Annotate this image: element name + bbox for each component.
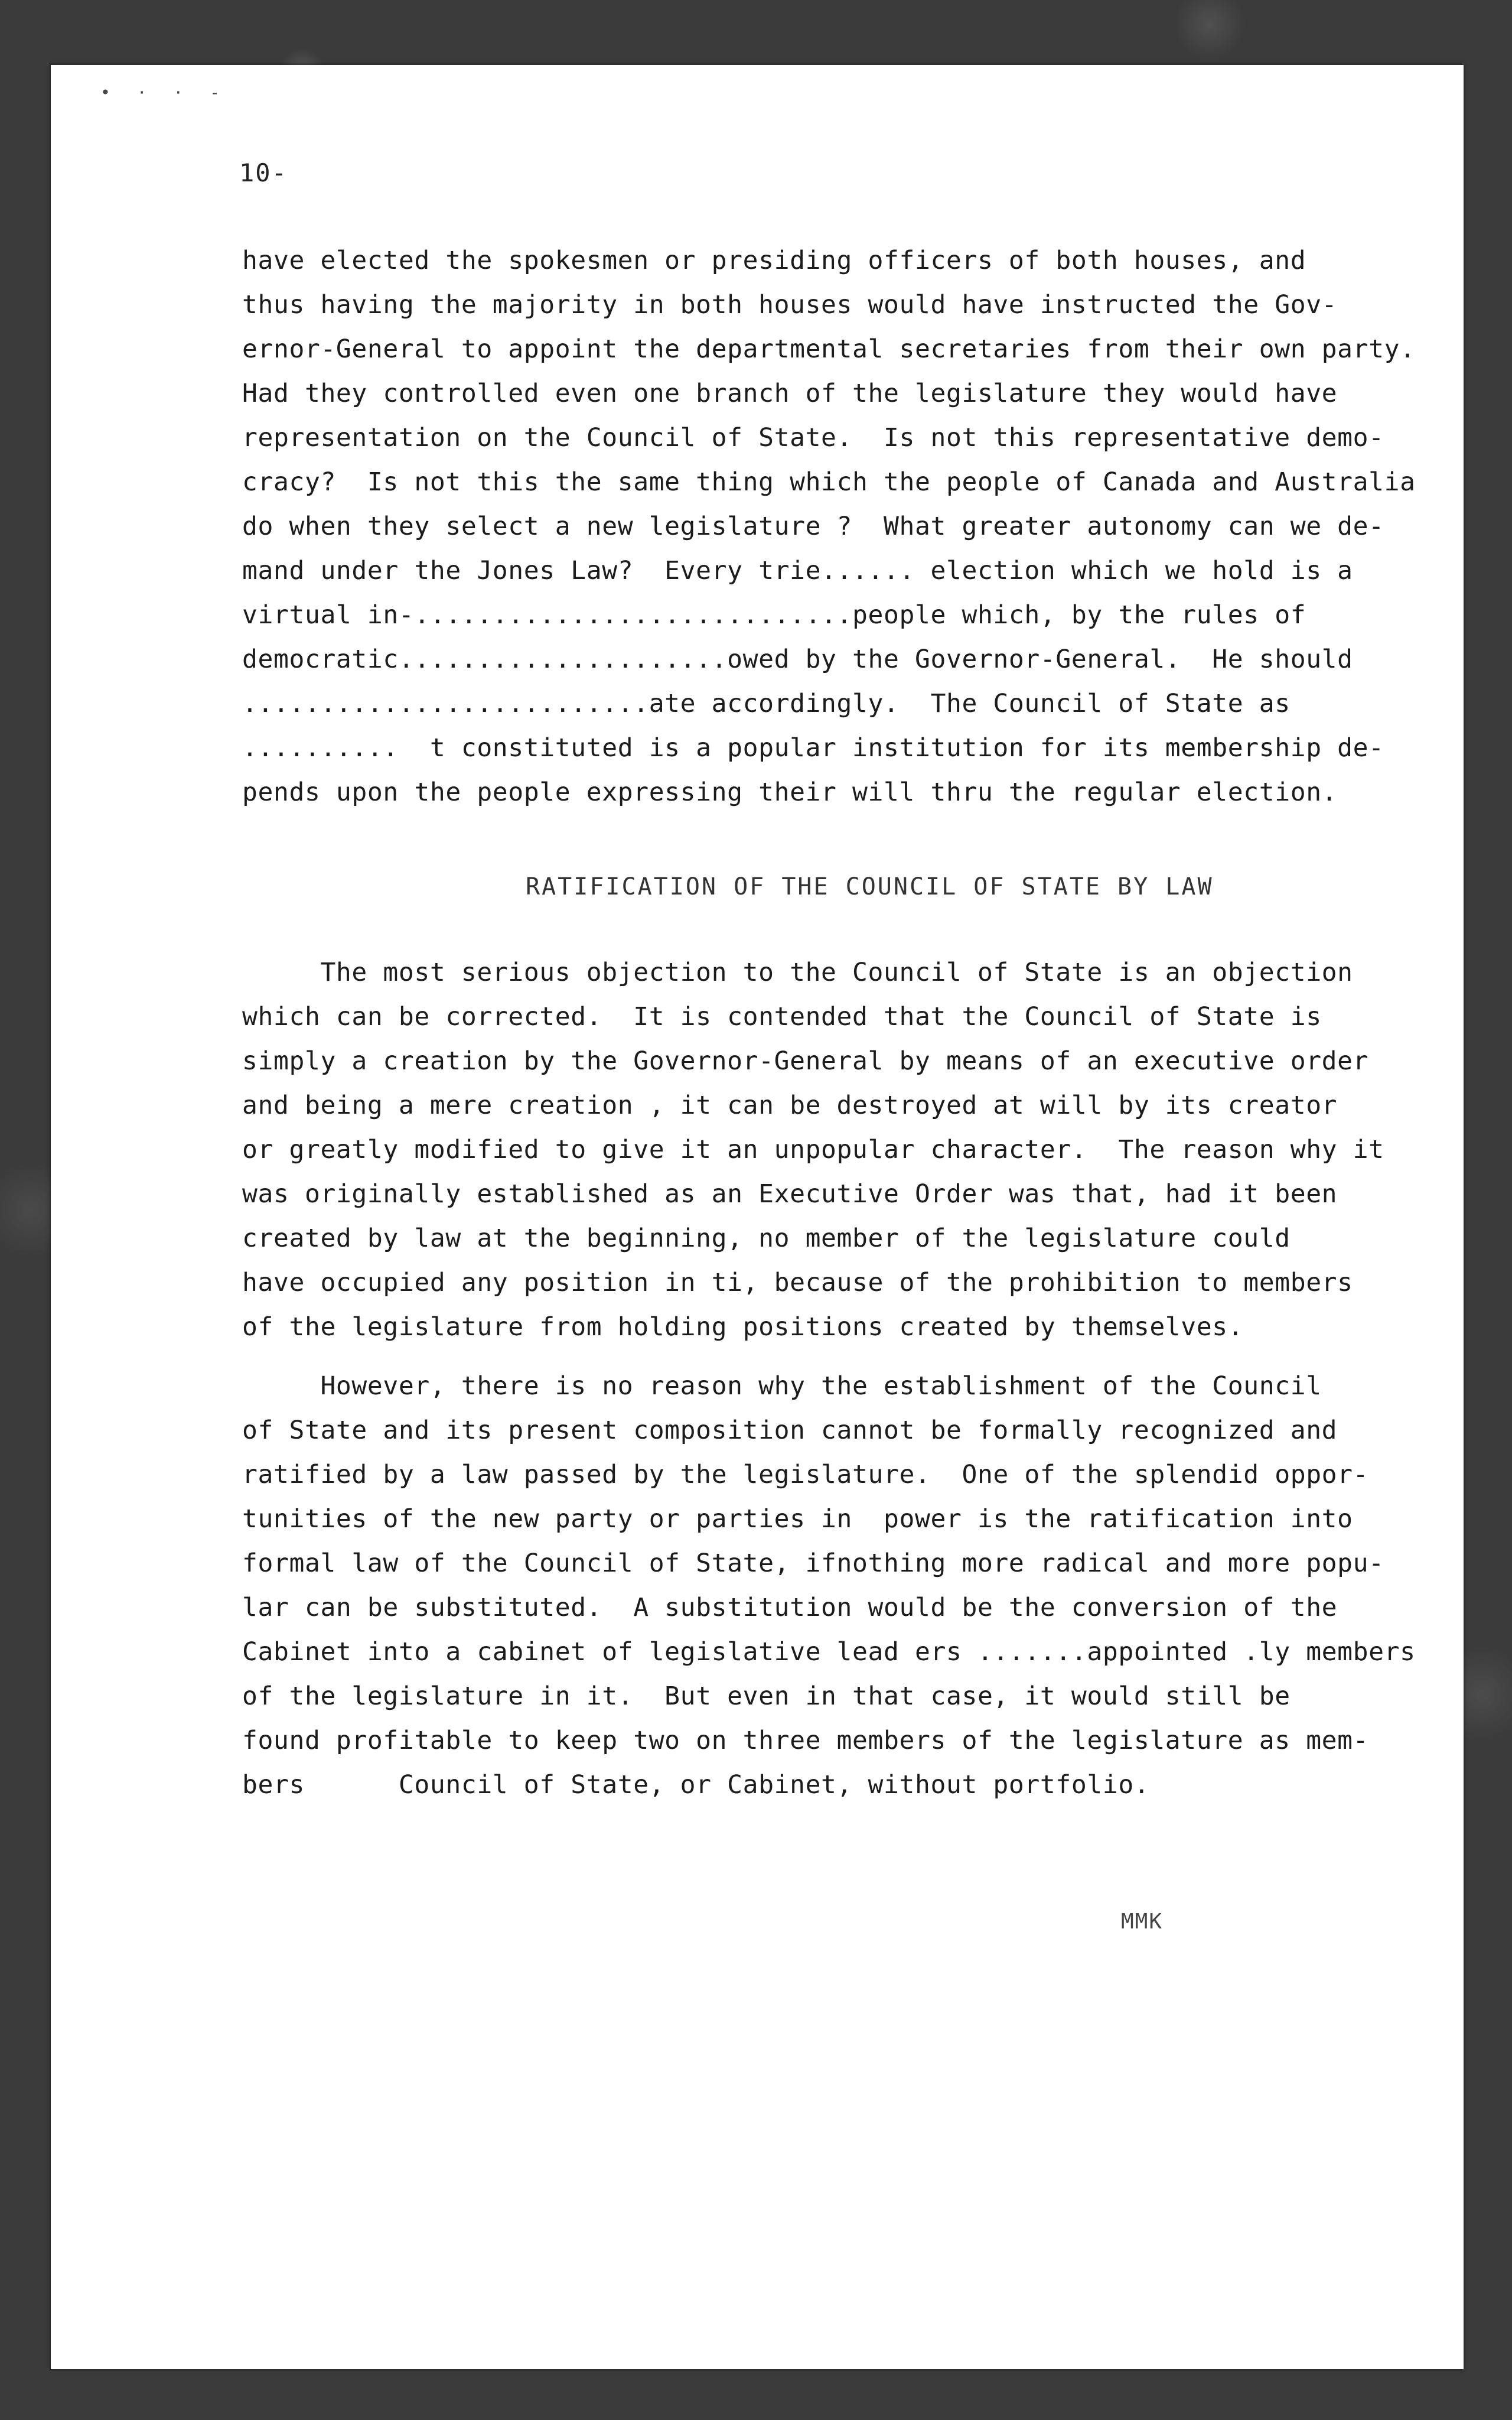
paragraph-1-line: Had they controlled even one branch of the legislature they would have	[242, 379, 1338, 408]
paragraph-1-line: pends upon the people expressing their will thru the regular election.	[242, 778, 1338, 807]
paragraph-3-line: Cabinet into a cabinet of legislative lead ers .......appointed .ly members	[242, 1637, 1416, 1667]
paragraph-3-line: bers Council of State, or Cabinet, without portfolio.	[242, 1770, 1150, 1800]
paragraph-1-line: ernor-General to appoint the departmental secretaries from their own party.	[242, 334, 1416, 364]
paragraph-2-line: The most serious objection to the Council of State is an objection	[242, 958, 1353, 987]
paragraph-1-line: ..........................ate accordingly. The Council of State as	[242, 689, 1291, 718]
paragraph-2-line: or greatly modified to give it an unpopular character. The reason why it	[242, 1135, 1384, 1165]
paragraph-1-line: .......... t constituted is a popular institution for its membership de-	[242, 733, 1384, 763]
paragraph-1-line: representation on the Council of State. Is not this representative demo-	[242, 423, 1384, 453]
paragraph-1-line: cracy? Is not this the same thing which the people of Canada and Australia	[242, 467, 1416, 497]
paragraph-2-line: have occupied any position in ti, because of the prohibition to members	[242, 1268, 1353, 1297]
paragraph-1-line: mand under the Jones Law? Every trie...... election which we hold is a	[242, 556, 1353, 586]
paragraph-3-line: of State and its present composition cannot be formally recognized and	[242, 1416, 1338, 1445]
scan-tick-marks: • · · -	[100, 83, 229, 102]
paragraph-3-line: of the legislature in it. But even in that case, it would still be	[242, 1681, 1291, 1711]
paragraph-1-line: do when they select a new legislature ? What greater autonomy can we de-	[242, 512, 1384, 541]
paragraph-2-line: created by law at the beginning, no member of the legislature could	[242, 1224, 1291, 1253]
paragraph-1-line: thus having the majority in both houses would have instructed the Gov-	[242, 290, 1338, 320]
paragraph-3-line: found profitable to keep two on three members of the legislature as mem-	[242, 1726, 1369, 1755]
paragraph-1-line: virtual in-............................people which, by the rules of	[242, 600, 1306, 630]
paragraph-3-line: ratified by a law passed by the legislature. One of the splendid oppor-	[242, 1460, 1369, 1489]
document-page	[51, 65, 1464, 2369]
paragraph-3-line: formal law of the Council of State, ifnothing more radical and more popu-	[242, 1549, 1384, 1578]
paragraph-2-line: and being a mere creation , it can be destroyed at will by its creator	[242, 1091, 1338, 1120]
paragraph-3-line: tunities of the new party or parties in power is the ratification into	[242, 1504, 1353, 1534]
paragraph-2-line: was originally established as an Executive Order was that, had it been	[242, 1179, 1338, 1209]
page-number: 10-	[239, 158, 288, 187]
paragraph-1-line: have elected the spokesmen or presiding officers of both houses, and	[242, 246, 1306, 275]
paragraph-2-line: simply a creation by the Governor-General by means of an executive order	[242, 1046, 1369, 1076]
paragraph-3-line: However, there is no reason why the establishment of the Council	[242, 1371, 1322, 1401]
paragraph-2-line: of the legislature from holding positions created by themselves.	[242, 1312, 1244, 1342]
section-heading: RATIFICATION OF THE COUNCIL OF STATE BY LAW	[526, 873, 1214, 900]
typist-initials: MMK	[1121, 1910, 1164, 1934]
paragraph-2-line: which can be corrected. It is contended that the Council of State is	[242, 1002, 1322, 1032]
paragraph-3-line: lar can be substituted. A substitution would be the conversion of the	[242, 1593, 1338, 1622]
paragraph-1-line: democratic.....................owed by the Governor-General. He should	[242, 645, 1353, 674]
